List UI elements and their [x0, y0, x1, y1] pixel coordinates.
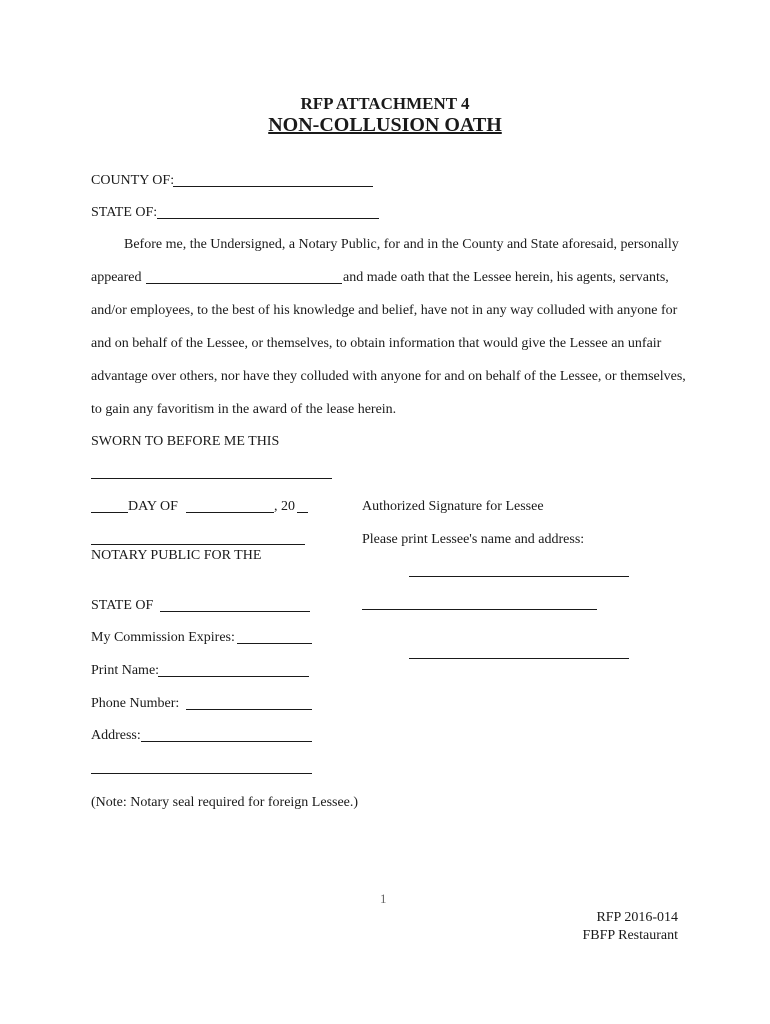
document-heading: RFP ATTACHMENT 4: [300, 94, 470, 113]
day-of-label: DAY OF: [128, 499, 178, 514]
address-label: Address:: [91, 728, 141, 743]
print-name-label: Print Name:: [91, 663, 160, 678]
oath-line-6: to gain any favoritism in the award of the lease herein.: [91, 402, 397, 417]
oath-line-3: and/or employees, to the best of his knowledge and belief, have not in any way colluded with anyone for: [91, 303, 678, 318]
address-field-line-2[interactable]: [91, 773, 312, 774]
state-field[interactable]: [157, 218, 379, 219]
phone-label: Phone Number:: [91, 696, 180, 711]
notary-state-field[interactable]: [160, 611, 310, 612]
document-title: NON-COLLUSION OATH: [268, 114, 502, 136]
lessee-address-field[interactable]: [362, 609, 597, 610]
oath-line-5: advantage over others, nor have they colluded with anyone for and on behalf of the Lessee, or themselves,: [91, 369, 686, 384]
lessee-print-instructions: Please print Lessee's name and address:: [362, 532, 585, 547]
print-name-field[interactable]: [158, 676, 309, 677]
notary-public-label: NOTARY PUBLIC FOR THE: [91, 548, 262, 563]
lessee-name-field[interactable]: [409, 576, 629, 577]
day-field[interactable]: [91, 512, 128, 513]
project-name: FBFP Restaurant: [582, 928, 678, 943]
rfp-number: RFP 2016-014: [596, 910, 678, 925]
oath-appeared-label: appeared: [91, 270, 142, 285]
state-label: STATE OF:: [91, 205, 158, 220]
county-label: COUNTY OF:: [91, 173, 175, 188]
oath-line-1: Before me, the Undersigned, a Notary Public, for and in the County and State aforesaid, personally: [124, 237, 679, 252]
commission-field[interactable]: [237, 643, 312, 644]
year-prefix-label: , 20: [274, 499, 295, 514]
page-number: 1: [380, 891, 387, 906]
lessee-signature-label: Authorized Signature for Lessee: [362, 499, 544, 514]
month-field[interactable]: [186, 512, 274, 513]
notary-seal-note: (Note: Notary seal required for foreign Lessee.): [91, 795, 359, 810]
oath-line-4: and on behalf of the Lessee, or themselves, to obtain information that would give the Lessee an unfair: [91, 336, 662, 351]
county-field[interactable]: [173, 186, 373, 187]
lessee-address-field-line-2[interactable]: [409, 658, 629, 659]
phone-field[interactable]: [186, 709, 312, 710]
oath-line-2: and made oath that the Lessee herein, his agents, servants,: [343, 270, 669, 285]
address-field[interactable]: [141, 741, 312, 742]
commission-label: My Commission Expires:: [91, 630, 235, 645]
sworn-date-field[interactable]: [91, 478, 332, 479]
notary-state-label: STATE OF: [91, 598, 154, 613]
year-field[interactable]: [297, 512, 308, 513]
affiant-name-field[interactable]: [146, 283, 342, 284]
notary-signature-field[interactable]: [91, 544, 305, 545]
sworn-label: SWORN TO BEFORE ME THIS: [91, 434, 280, 449]
